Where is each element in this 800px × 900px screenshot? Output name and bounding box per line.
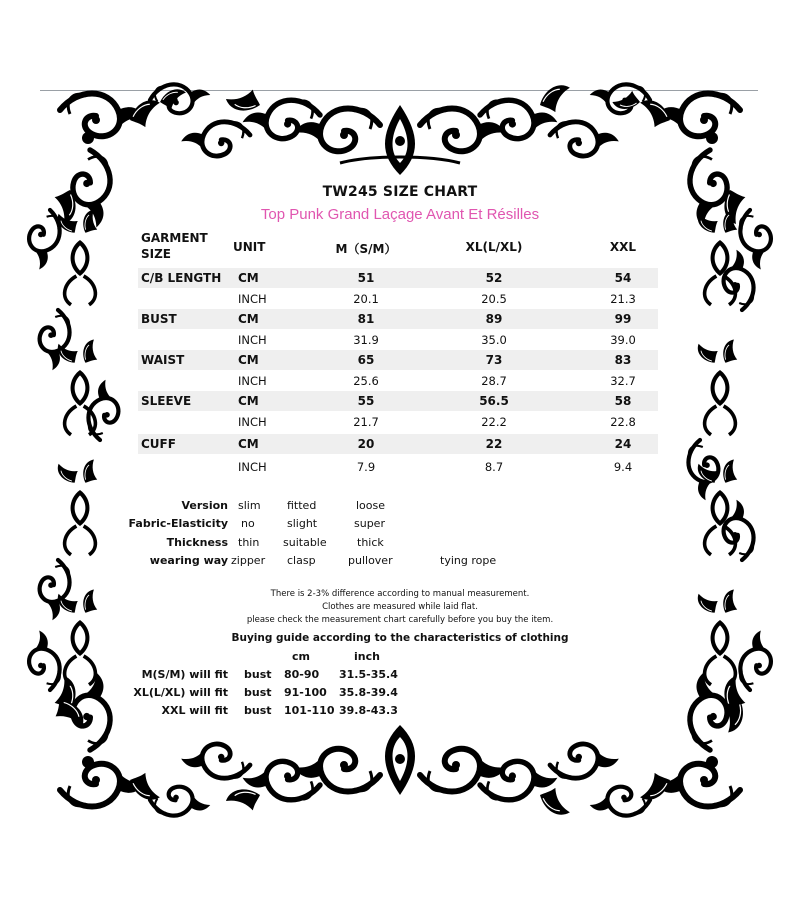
- note-check-chart: please check the measurement chart carefully before you buy the item.: [246, 615, 554, 625]
- guide-body-part: bust: [244, 686, 272, 699]
- guide-size-label: M(S/M) will fit: [141, 668, 228, 681]
- unit-cell: INCH: [238, 292, 267, 306]
- guide-size-label: XL(L/XL) will fit: [133, 686, 228, 699]
- guide-col-inch: inch: [354, 650, 380, 663]
- table-row: INCH 20.1 20.5 21.3: [138, 289, 658, 309]
- attribute-option: loose: [356, 499, 386, 512]
- measurement-label: WAIST: [141, 353, 185, 367]
- guide-col-cm: cm: [292, 650, 310, 663]
- table-row: INCH 31.9 35.0 39.0: [138, 330, 658, 350]
- attribute-option: tying rope: [440, 554, 497, 567]
- guide-body-part: bust: [244, 704, 272, 717]
- table-row: INCH 21.7 22.2 22.8: [138, 412, 658, 432]
- unit-cell: INCH: [238, 374, 267, 388]
- attribute-label: Version: [181, 499, 228, 512]
- attribute-option: zipper: [231, 554, 266, 567]
- attribute-option: clasp: [287, 554, 316, 567]
- measurement-label: CUFF: [141, 437, 176, 451]
- attribute-label: Thickness: [166, 536, 228, 549]
- measurement-label: C/B LENGTH: [141, 271, 222, 285]
- chart-title: TW245 SIZE CHART: [322, 184, 478, 200]
- guide-cm-range: 80-90: [284, 668, 320, 681]
- table-row: INCH 25.6 28.7 32.7: [138, 371, 658, 391]
- guide-inch-range: 31.5-35.4: [339, 668, 398, 681]
- attribute-option: fitted: [287, 499, 317, 512]
- attribute-label: wearing way: [149, 554, 228, 567]
- table-row: SLEEVE CM 55 56.5 58: [138, 391, 658, 411]
- guide-size-label: XXL will fit: [161, 704, 228, 717]
- attribute-option: no: [241, 517, 255, 530]
- unit-cell: CM: [238, 271, 259, 285]
- header-garment-size: GARMENT SIZE: [141, 231, 208, 261]
- guide-cm-range: 101-110: [284, 704, 335, 717]
- table-row: BUST CM 81 89 99: [138, 309, 658, 329]
- table-row: C/B LENGTH CM 51 52 54: [138, 268, 658, 288]
- measurement-label: SLEEVE: [141, 394, 192, 408]
- attribute-option: suitable: [283, 536, 327, 549]
- attribute-option: slim: [238, 499, 261, 512]
- product-subtitle: Top Punk Grand Laçage Avant Et Résilles: [260, 206, 540, 223]
- guide-inch-range: 35.8-39.4: [339, 686, 398, 699]
- unit-cell: INCH: [238, 415, 267, 429]
- attribute-option: thick: [357, 536, 384, 549]
- measurement-label: BUST: [141, 312, 177, 326]
- guide-inch-range: 39.8-43.3: [339, 704, 398, 717]
- note-laid-flat: Clothes are measured while laid flat.: [322, 602, 478, 612]
- table-row: INCH 7.9 8.7 9.4: [138, 457, 658, 477]
- header-unit: UNIT: [233, 240, 266, 254]
- buying-guide-title: Buying guide according to the characteristics of clothing: [231, 632, 569, 644]
- unit-cell: CM: [238, 394, 259, 408]
- attribute-label: Fabric-Elasticity: [128, 517, 228, 530]
- guide-body-part: bust: [244, 668, 272, 681]
- unit-cell: CM: [238, 437, 259, 451]
- unit-cell: CM: [238, 353, 259, 367]
- unit-cell: CM: [238, 312, 259, 326]
- attribute-option: slight: [287, 517, 318, 530]
- guide-cm-range: 91-100: [284, 686, 327, 699]
- table-row: WAIST CM 65 73 83: [138, 350, 658, 370]
- note-difference: There is 2-3% difference according to manual measurement.: [270, 589, 530, 599]
- unit-cell: INCH: [238, 460, 267, 474]
- table-row: CUFF CM 20 22 24: [138, 434, 658, 454]
- attribute-option: thin: [238, 536, 260, 549]
- attribute-option: super: [354, 517, 385, 530]
- unit-cell: INCH: [238, 333, 267, 347]
- attribute-option: pullover: [348, 554, 393, 567]
